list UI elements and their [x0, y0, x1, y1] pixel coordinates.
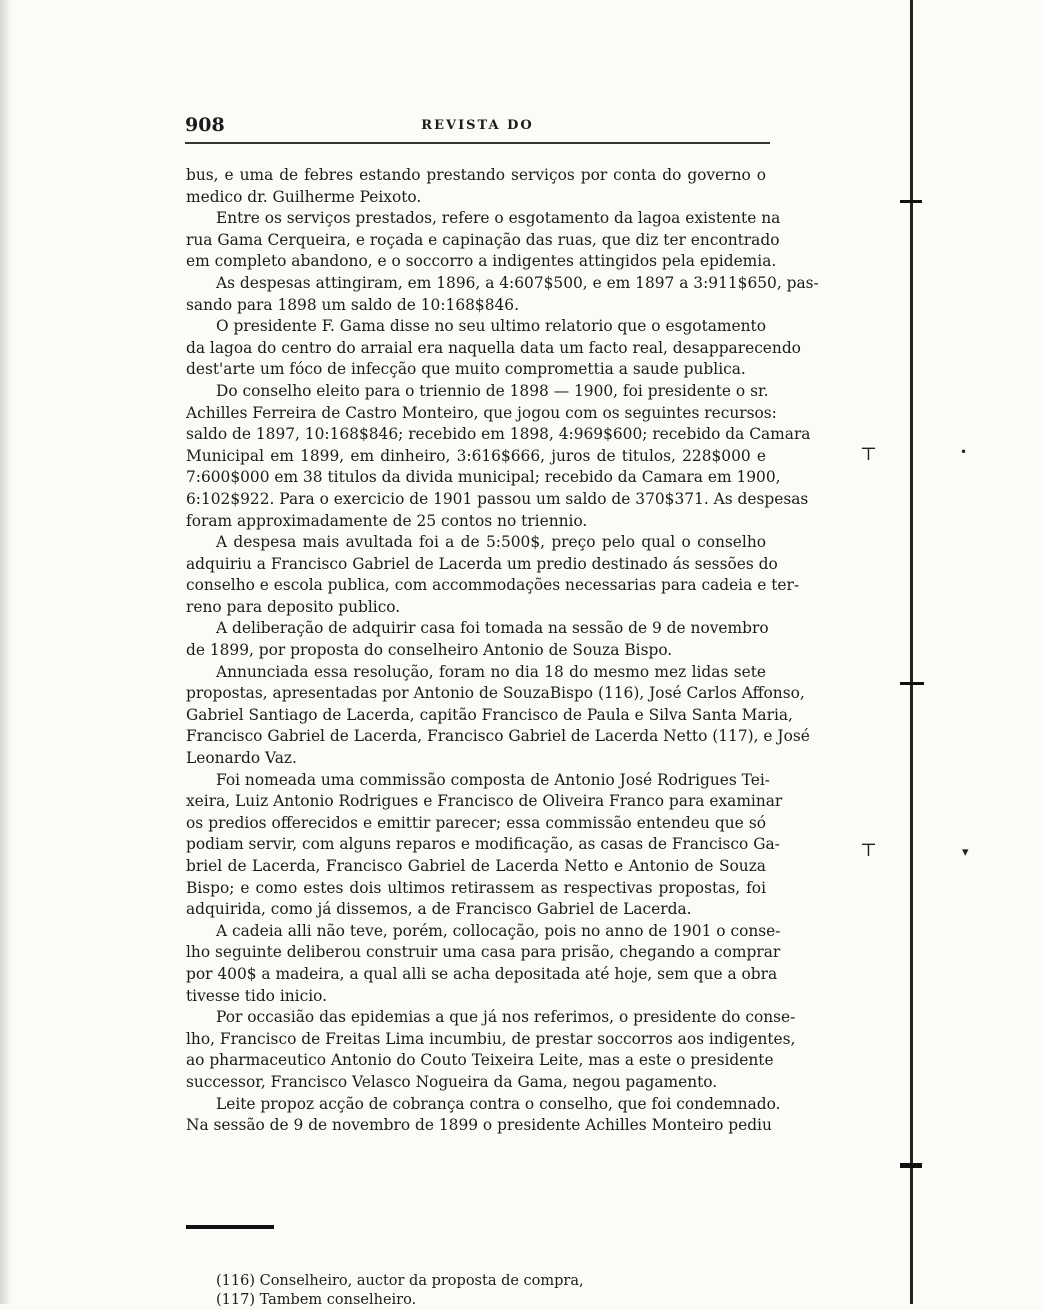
- text-line: 7:600$000 em 38 titulos da divida municipal; recebido da Camara em 1900,: [186, 468, 781, 487]
- margin-mark: ⊤: [860, 444, 877, 465]
- text-line: ao pharmaceutico Antonio do Couto Teixeira Leite, mas a este o presidente: [186, 1051, 774, 1070]
- text-line: Do conselho eleito para o triennio de 1898 — 1900, foi presidente o sr.: [216, 381, 769, 400]
- text-line: foram approximadamente de 25 contos no triennio.: [186, 511, 588, 530]
- text-line: Bispo; e como estes dois ultimos retirassem as respectivas propostas, foi: [186, 878, 766, 897]
- footnote-rule: [186, 1225, 274, 1229]
- text-line: reno para deposito publico.: [186, 597, 401, 616]
- text-line: saldo de 1897, 10:168$846; recebido em 1898, 4:969$600; recebido da Camara: [186, 425, 811, 444]
- page-header: [185, 112, 770, 142]
- text-line: em completo abandono, e o soccorro a indigentes attingidos pela epidemia.: [186, 252, 777, 271]
- text-line: Francisco Gabriel de Lacerda, Francisco Gabriel de Lacerda Netto (117), e José: [186, 727, 810, 746]
- text-line: Leite propoz acção de cobrança contra o conselho, que foi condemnado.: [216, 1094, 781, 1113]
- page-edge-shadow: [0, 0, 12, 1304]
- text-line: Leonardo Vaz.: [186, 749, 297, 768]
- text-line: por 400$ a madeira, a qual alli se acha depositada até hoje, sem que a obra: [186, 964, 778, 983]
- text-line: Achilles Ferreira de Castro Monteiro, que jogou com os seguintes recursos:: [186, 403, 777, 422]
- footnote-117: (117) Tambem conselheiro.: [216, 1292, 417, 1308]
- text-line: os predios offerecidos e emittir parecer; essa commissão entendeu que só: [186, 813, 766, 832]
- text-line: tivesse tido inicio.: [186, 986, 328, 1005]
- text-line: lho, Francisco de Freitas Lima incumbiu, de prestar soccorros aos indigentes,: [186, 1029, 796, 1048]
- text-line: propostas, apresentadas por Antonio de SouzaBispo (116), José Carlos Affonso,: [186, 684, 805, 703]
- text-line: Gabriel Santiago de Lacerda, capitão Francisco de Paula e Silva Santa Maria,: [186, 705, 793, 724]
- text-line: sando para 1898 um saldo de 10:168$846.: [186, 295, 519, 314]
- text-line: de 1899, por proposta do conselheiro Antonio de Souza Bispo.: [186, 641, 673, 660]
- margin-tick: [900, 682, 924, 685]
- text-line: Na sessão de 9 de novembro de 1899 o presidente Achilles Monteiro pediu: [186, 1116, 772, 1135]
- text-line: successor, Francisco Velasco Nogueira da Gama, negou pagamento.: [186, 1072, 718, 1091]
- text-line: Municipal em 1899, em dinheiro, 3:616$666, juros de titulos, 228$000 e: [186, 446, 766, 465]
- margin-mark: ▾: [962, 845, 969, 860]
- text-line: A cadeia alli não teve, porém, collocação, pois no anno de 1901 o conse-: [216, 921, 781, 940]
- text-line: O presidente F. Gama disse no seu ultimo relatorio que o esgotamento: [216, 317, 766, 336]
- text-line: A despesa mais avultada foi a de 5:500$, preço pelo qual o conselho: [216, 533, 766, 552]
- footnotes: [216, 1272, 736, 1310]
- text-line: Entre os serviços prestados, refere o esgotamento da lagoa existente na: [216, 209, 781, 228]
- text-line: As despesas attingiram, em 1896, a 4:607$500, e em 1897 a 3:911$650, pas-: [216, 273, 819, 292]
- text-line: rua Gama Cerqueira, e roçada e capinação das ruas, que diz ter encontrado: [186, 230, 780, 249]
- text-line: Foi nomeada uma commissão composta de Antonio José Rodrigues Tei-: [216, 770, 770, 789]
- text-line: Por occasião das epidemias a que já nos referimos, o presidente do conse-: [216, 1008, 796, 1027]
- text-line: xeira, Luiz Antonio Rodrigues e Francisco de Oliveira Franco para examinar: [186, 792, 783, 811]
- text-line: Annunciada essa resolução, foram no dia 18 do mesmo mez lidas sete: [216, 662, 766, 681]
- text-line: medico dr. Guilherme Peixoto.: [186, 187, 422, 206]
- running-title: REVISTA DO: [421, 118, 534, 133]
- text-line: briel de Lacerda, Francisco Gabriel de Lacerda Netto e Antonio de Souza: [186, 857, 766, 875]
- text-line: adquiriu a Francisco Gabriel de Lacerda um predio destinado ás sessões do: [186, 554, 778, 573]
- text-line: A deliberação de adquirir casa foi tomada na sessão de 9 de novembro: [216, 619, 769, 638]
- margin-tick: [900, 1163, 922, 1168]
- text-line: 6:102$922. Para o exercicio de 1901 passou um saldo de 370$371. As despesas: [186, 489, 809, 508]
- text-line: dest'arte um fóco de infecção que muito compromettia a saude publica.: [186, 360, 746, 379]
- footnote-116: (116) Conselheiro, auctor da proposta de compra,: [216, 1273, 584, 1289]
- text-line: bus, e uma de febres estando prestando serviços por conta do governo o: [186, 166, 766, 184]
- text-line: conselho e escola publica, com accommodações necessarias para cadeia e ter-: [186, 576, 800, 595]
- page-number: 908: [185, 114, 225, 136]
- text-line: adquirida, como já dissemos, a de Francisco Gabriel de Lacerda.: [186, 900, 692, 919]
- margin-rule: [910, 0, 913, 1304]
- text-line: da lagoa do centro do arraial era naquella data um facto real, desapparecendo: [186, 338, 801, 357]
- text-line: lho seguinte deliberou construir uma casa para prisão, chegando a comprar: [186, 943, 781, 962]
- body-text: [186, 165, 819, 1137]
- margin-mark: ⊤: [860, 840, 877, 861]
- header-rule: [185, 142, 770, 144]
- margin-tick: [900, 200, 922, 203]
- margin-mark: •: [960, 445, 968, 459]
- text-line: podiam servir, com alguns reparos e modificação, as casas de Francisco Ga-: [186, 835, 780, 854]
